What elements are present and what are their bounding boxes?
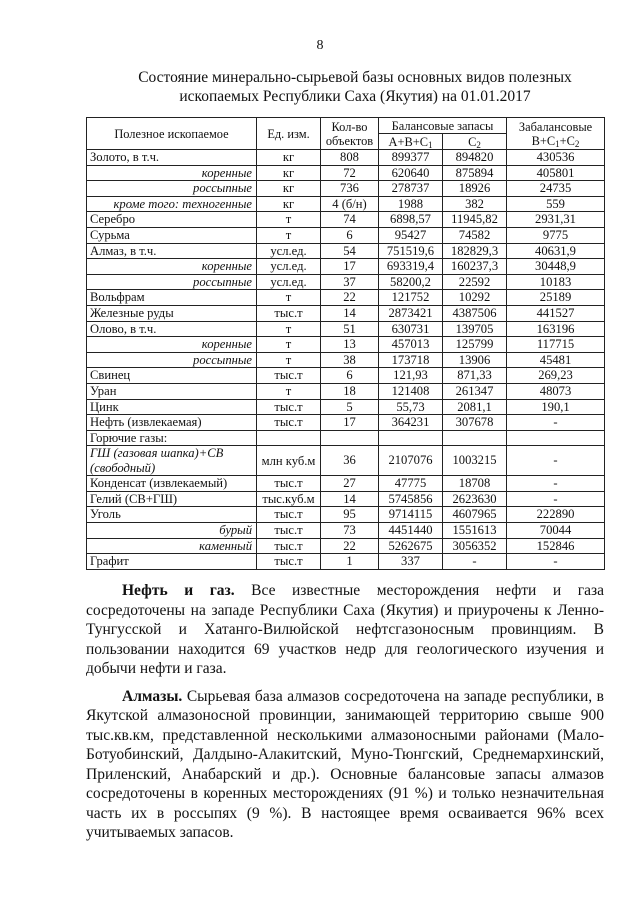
cell-unit: кг [257,196,321,212]
cell-c2: 74582 [443,227,507,243]
cell-offbalance: 24735 [507,181,605,197]
cell-offbalance: 2931,31 [507,212,605,228]
table-row [87,554,605,570]
header-object-count: Кол-во объектов [321,118,379,150]
table-row [87,165,605,181]
cell-unit: усл.ед. [257,259,321,275]
header-offbalance-categories [510,134,601,148]
cell-mineral: Горючие газы: [87,430,257,446]
cell-object-count: 1 [321,554,379,570]
cell-object-count: 5 [321,399,379,415]
table-row [87,290,605,306]
cell-mineral: Алмаз, в т.ч. [87,243,257,259]
cell-abc1 [379,430,443,446]
cell-unit [257,430,321,446]
header-unit: Ед. изм. [257,118,321,150]
c2-prefix: С [468,134,477,149]
table-row [87,305,605,321]
header-offbalance [507,118,605,150]
cell-object-count: 73 [321,523,379,539]
table-row [87,523,605,539]
cell-offbalance [507,430,605,446]
cell-offbalance: 222890 [507,507,605,523]
cell-offbalance: 70044 [507,523,605,539]
cell-unit: т [257,383,321,399]
cell-c2: 3056352 [443,538,507,554]
table-row [87,491,605,507]
cell-abc1: 6898,57 [379,212,443,228]
cell-offbalance: 9775 [507,227,605,243]
cell-mineral: коренные [87,337,257,353]
cell-object-count: 27 [321,476,379,492]
table-row [87,150,605,166]
cell-mineral: коренные [87,259,257,275]
cell-offbalance: - [507,446,605,476]
paragraph-lead: Алмазы. [122,687,183,705]
cell-c2: 4607965 [443,507,507,523]
table-body [87,150,605,570]
cell-abc1: 47775 [379,476,443,492]
table-row [87,321,605,337]
cell-abc1: 2107076 [379,446,443,476]
cell-mineral: ГШ (газовая шапка)+СВ (свободный) [87,446,257,476]
cell-offbalance: 48073 [507,383,605,399]
cell-unit: т [257,352,321,368]
cell-offbalance: 430536 [507,150,605,166]
cell-abc1: 55,73 [379,399,443,415]
cell-object-count: 6 [321,368,379,384]
cell-mineral: Графит [87,554,257,570]
table-row [87,274,605,290]
cell-unit: млн куб.м [257,446,321,476]
document-title-line-1: Состояние минерально-сырьевой базы основных видов полезных [138,69,572,86]
header-c2 [443,134,507,150]
header-mineral: Полезное ископаемое [87,118,257,150]
table-row [87,507,605,523]
cell-offbalance: - [507,415,605,431]
cell-abc1: 121,93 [379,368,443,384]
document-title-line-2: ископаемых Республики Саха (Якутия) на 01.01.2017 [179,88,531,105]
cell-c2: 894820 [443,150,507,166]
cell-c2: 382 [443,196,507,212]
cell-offbalance: 405801 [507,165,605,181]
offbalance-plus-c: +С [559,133,575,148]
cell-offbalance: 152846 [507,538,605,554]
cell-object-count [321,430,379,446]
cell-object-count: 95 [321,507,379,523]
cell-offbalance: 117715 [507,337,605,353]
cell-c2: 1003215 [443,446,507,476]
cell-c2: 307678 [443,415,507,431]
cell-object-count: 54 [321,243,379,259]
cell-abc1: 364231 [379,415,443,431]
offbalance-prefix: В+С [531,133,556,148]
cell-object-count: 736 [321,181,379,197]
cell-mineral: Цинк [87,399,257,415]
cell-c2: 2081,1 [443,399,507,415]
cell-mineral: россыпные [87,274,257,290]
cell-c2: 261347 [443,383,507,399]
cell-offbalance: 40631,9 [507,243,605,259]
header-balance-reserves: Балансовые запасы [379,118,507,134]
cell-mineral: Свинец [87,368,257,384]
cell-object-count: 6 [321,227,379,243]
mineral-reserves-table [86,117,605,570]
abc1-prefix: А+В+С [388,134,428,149]
cell-c2: 871,33 [443,368,507,384]
cell-abc1: 899377 [379,150,443,166]
cell-offbalance: 45481 [507,352,605,368]
cell-c2: - [443,554,507,570]
table-row [87,259,605,275]
header-abc1 [379,134,443,150]
cell-mineral: каменный [87,538,257,554]
cell-mineral: Нефть (извлекаемая) [87,415,257,431]
table-row [87,538,605,554]
cell-offbalance: - [507,554,605,570]
cell-object-count: 13 [321,337,379,353]
cell-unit: тыс.т [257,305,321,321]
cell-abc1: 5262675 [379,538,443,554]
table-row [87,383,605,399]
c2-sub: 2 [476,139,481,150]
table-row [87,399,605,415]
cell-mineral: Железные руды [87,305,257,321]
cell-object-count: 51 [321,321,379,337]
cell-unit: тыс.т [257,415,321,431]
cell-unit: тыс.т [257,368,321,384]
cell-abc1: 630731 [379,321,443,337]
cell-abc1: 9714115 [379,507,443,523]
cell-object-count: 17 [321,415,379,431]
offbalance-sub1: 1 [555,138,560,149]
cell-object-count: 14 [321,491,379,507]
cell-offbalance: 441527 [507,305,605,321]
cell-c2: 182829,3 [443,243,507,259]
cell-unit: тыс.т [257,538,321,554]
cell-c2: 18926 [443,181,507,197]
cell-unit: тыс.т [257,476,321,492]
table-row [87,243,605,259]
table-row [87,227,605,243]
cell-mineral: Уран [87,383,257,399]
cell-offbalance: 30448,9 [507,259,605,275]
cell-abc1: 121408 [379,383,443,399]
paragraph-oil-gas [86,581,604,679]
cell-abc1: 278737 [379,181,443,197]
cell-abc1: 620640 [379,165,443,181]
cell-unit: т [257,290,321,306]
cell-c2: 11945,82 [443,212,507,228]
cell-unit: кг [257,181,321,197]
header-offbalance-label: Забалансовые [518,119,593,134]
cell-mineral: Конденсат (извлекаемый) [87,476,257,492]
cell-object-count: 36 [321,446,379,476]
cell-object-count: 72 [321,165,379,181]
table-row [87,181,605,197]
cell-unit: усл.ед. [257,243,321,259]
cell-unit: т [257,227,321,243]
cell-unit: т [257,212,321,228]
cell-mineral: кроме того: техногенные [87,196,257,212]
cell-mineral: Серебро [87,212,257,228]
cell-mineral: коренные [87,165,257,181]
cell-mineral: россыпные [87,352,257,368]
body-text [86,581,604,851]
cell-object-count: 4 (б/н) [321,196,379,212]
cell-c2 [443,430,507,446]
offbalance-sub2: 2 [574,138,580,149]
table-row [87,337,605,353]
cell-c2: 1551613 [443,523,507,539]
cell-unit: кг [257,165,321,181]
table-row [87,368,605,384]
cell-unit: тыс.т [257,399,321,415]
cell-mineral: Вольфрам [87,290,257,306]
cell-object-count: 14 [321,305,379,321]
cell-abc1: 693319,4 [379,259,443,275]
cell-c2: 4387506 [443,305,507,321]
cell-c2: 13906 [443,352,507,368]
cell-offbalance: 269,23 [507,368,605,384]
cell-unit: тыс.т [257,523,321,539]
cell-c2: 2623630 [443,491,507,507]
paragraph-lead: Нефть и газ. [122,582,235,599]
cell-abc1: 4451440 [379,523,443,539]
cell-object-count: 808 [321,150,379,166]
cell-object-count: 22 [321,538,379,554]
cell-abc1: 337 [379,554,443,570]
cell-object-count: 74 [321,212,379,228]
cell-unit: т [257,337,321,353]
page-number: 8 [316,38,324,53]
cell-offbalance: 163196 [507,321,605,337]
cell-offbalance: 190,1 [507,399,605,415]
cell-unit: т [257,321,321,337]
cell-abc1: 121752 [379,290,443,306]
cell-mineral: бурый [87,523,257,539]
cell-unit: кг [257,150,321,166]
cell-mineral: Уголь [87,507,257,523]
table-row [87,212,605,228]
cell-abc1: 95427 [379,227,443,243]
table-row [87,446,605,476]
cell-mineral: Гелий (СВ+ГШ) [87,491,257,507]
cell-abc1: 2873421 [379,305,443,321]
cell-c2: 875894 [443,165,507,181]
cell-mineral: Сурьма [87,227,257,243]
cell-c2: 125799 [443,337,507,353]
cell-offbalance: - [507,476,605,492]
cell-c2: 22592 [443,274,507,290]
cell-object-count: 18 [321,383,379,399]
cell-abc1: 173718 [379,352,443,368]
cell-unit: тыс.т [257,507,321,523]
cell-offbalance: 25189 [507,290,605,306]
abc1-sub: 1 [427,139,433,150]
cell-offbalance: - [507,491,605,507]
cell-object-count: 17 [321,259,379,275]
paragraph-diamonds [86,687,604,843]
cell-abc1: 1988 [379,196,443,212]
cell-c2: 139705 [443,321,507,337]
cell-offbalance: 559 [507,196,605,212]
cell-mineral: россыпные [87,181,257,197]
cell-abc1: 751519,6 [379,243,443,259]
cell-abc1: 5745856 [379,491,443,507]
cell-object-count: 22 [321,290,379,306]
cell-c2: 160237,3 [443,259,507,275]
table-row [87,352,605,368]
paragraph-text: Сырьевая база алмазов сосредоточена на западе республики, в Якутской алмазоносной провинции, занимающей территорию свыше 900 тыс.кв.км, представленной несколькими алмазоносными районами (Мало-Ботуобинский, Далдыно-Алакитский, Муно-Тюнгский, Среднемархинский, Приленский, Анабарский и др.). Основные балансовые запасы алмазов сосредоточены в коренных месторождениях (91 %) и только незначительная часть их в россыпях (9 %). В настоящее время осваивается 96% всех учитываемых запасов. [86,687,604,841]
cell-c2: 18708 [443,476,507,492]
cell-mineral: Золото, в т.ч. [87,150,257,166]
cell-abc1: 457013 [379,337,443,353]
cell-mineral: Олово, в т.ч. [87,321,257,337]
cell-object-count: 38 [321,352,379,368]
cell-unit: усл.ед. [257,274,321,290]
cell-unit: тыс.куб.м [257,491,321,507]
paragraph-text: Все известные месторождения нефти и газа сосредоточены на западе Республики Саха (Якутия) и приурочены к Ленно-Тунгусской и Хатанго-Вилюйской нефтсгазоносным провинциям. В пользовании находится 69 участков недр для геологического изучения и добычи нефти и газа. [86,582,604,677]
cell-abc1: 58200,2 [379,274,443,290]
table-row [87,476,605,492]
cell-c2: 10292 [443,290,507,306]
document-title [110,68,600,106]
cell-object-count: 37 [321,274,379,290]
table-row [87,196,605,212]
table-row [87,430,605,446]
table-row [87,415,605,431]
cell-offbalance: 10183 [507,274,605,290]
cell-unit: тыс.т [257,554,321,570]
